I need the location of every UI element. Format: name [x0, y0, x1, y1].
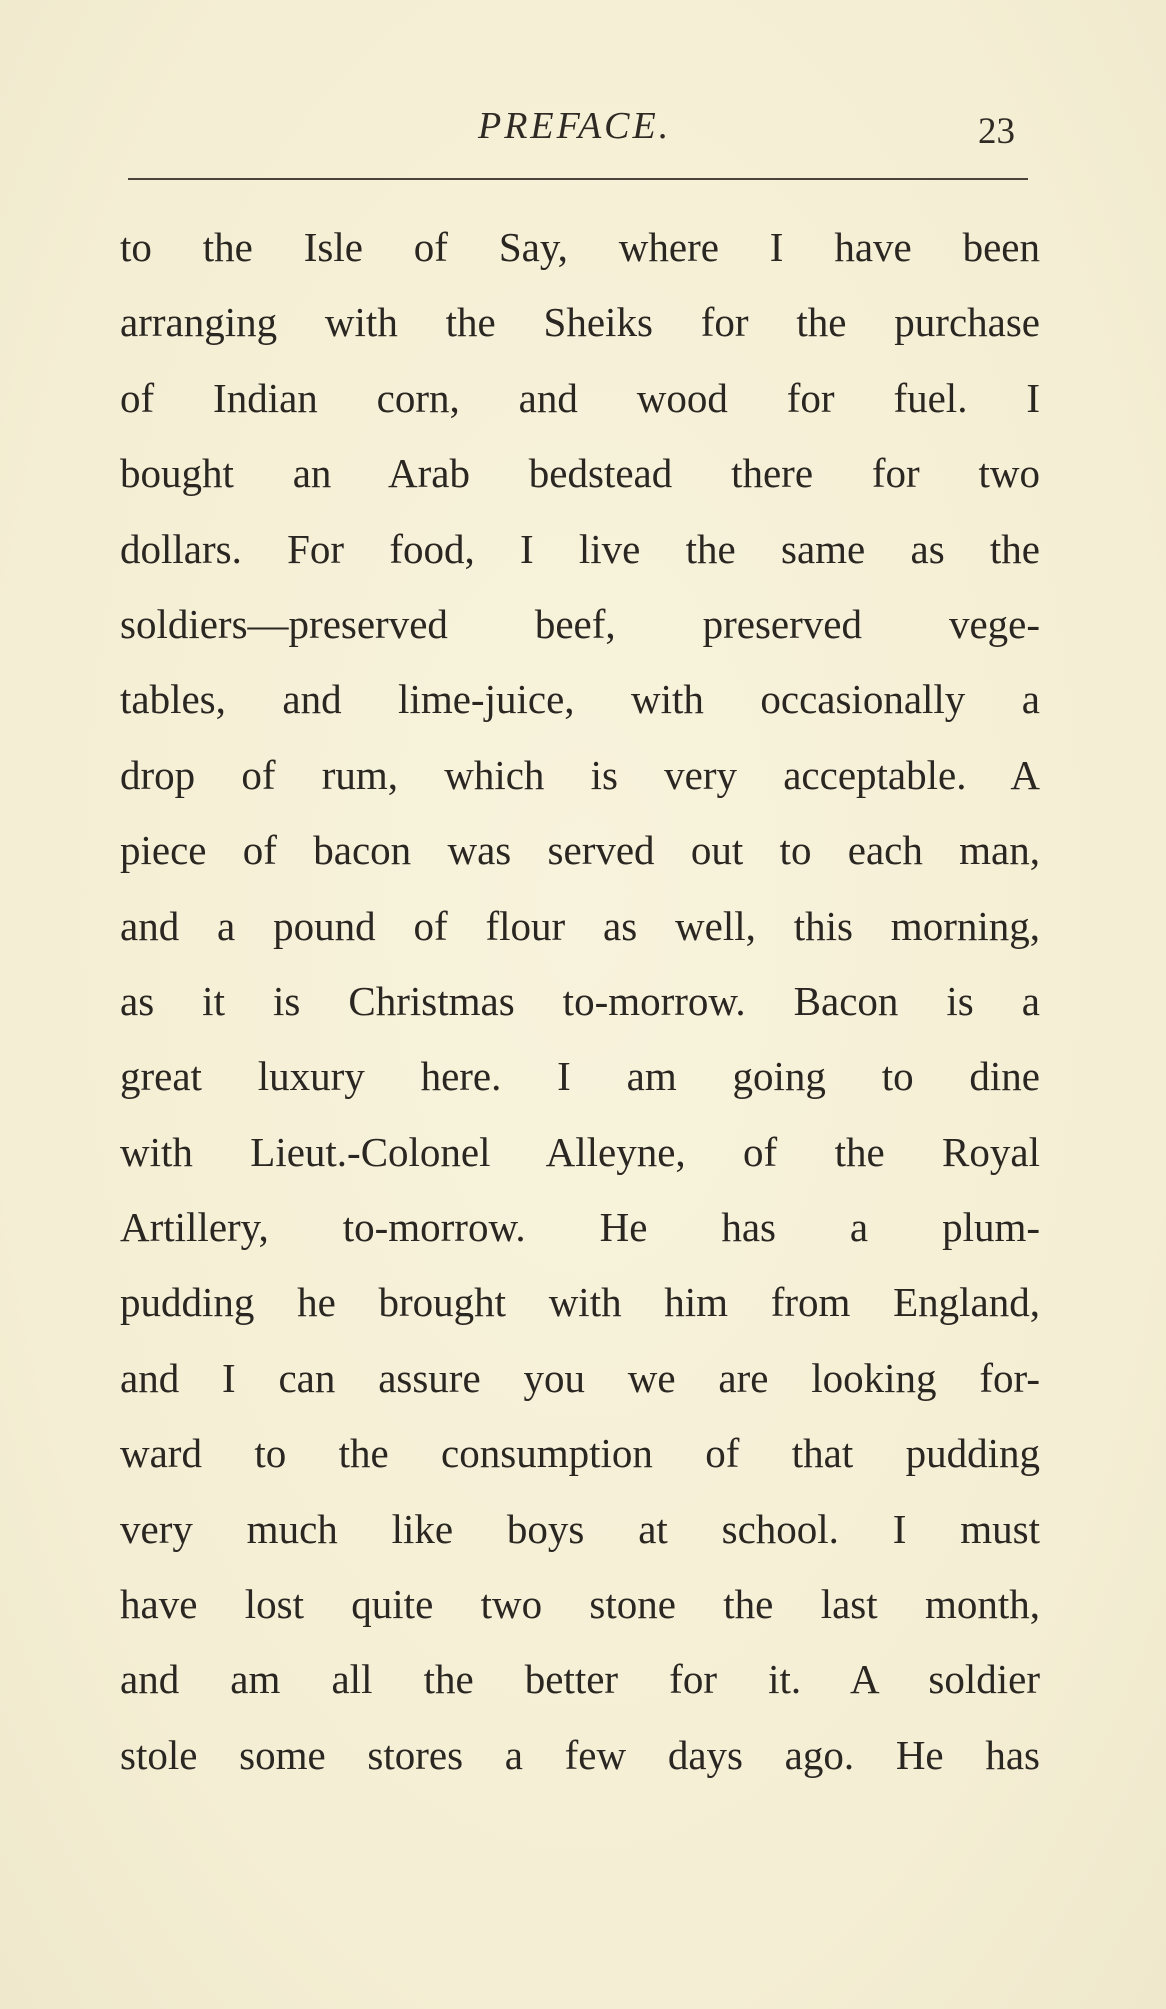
header-rule	[128, 178, 1028, 180]
text-line: tables, and lime-juice, with occasionally a	[120, 676, 1040, 723]
body-text	[120, 210, 1040, 1793]
text-line: and a pound of flour as well, this morning,	[120, 902, 1040, 949]
text-line: soldiers—preserved beef, preserved vege-	[120, 600, 1040, 647]
text-line: great luxury here. I am going to dine	[120, 1053, 1040, 1100]
text-line: and I can assure you we are looking for-	[120, 1354, 1040, 1401]
page-number: 23	[978, 111, 1015, 152]
text-line: ward to the consumption of that pudding	[120, 1430, 1040, 1477]
text-line: drop of rum, which is very acceptable. A	[120, 751, 1040, 798]
running-head-title: PREFACE.	[478, 105, 672, 147]
text-line: with Lieut.-Colonel Alleyne, of the Royal	[120, 1128, 1040, 1175]
text-line: arranging with the Sheiks for the purchase	[120, 299, 1040, 346]
text-line: as it is Christmas to-morrow. Bacon is a	[120, 977, 1040, 1024]
text-line: pudding he brought with him from England,	[120, 1279, 1040, 1326]
running-head	[128, 104, 1028, 164]
text-line: stole some stores a few days ago. He has	[120, 1731, 1040, 1778]
text-line: very much like boys at school. I must	[120, 1505, 1040, 1552]
text-line: dollars. For food, I live the same as the	[120, 525, 1040, 572]
text-line: of Indian corn, and wood for fuel. I	[120, 374, 1040, 421]
text-line: have lost quite two stone the last month,	[120, 1581, 1040, 1628]
text-line: Artillery, to-morrow. He has a plum-	[120, 1204, 1040, 1251]
text-line: and am all the better for it. A soldier	[120, 1656, 1040, 1703]
text-line: to the Isle of Say, where I have been	[120, 224, 1040, 270]
text-line: piece of bacon was served out to each man,	[120, 827, 1040, 874]
text-line: bought an Arab bedstead there for two	[120, 450, 1040, 497]
